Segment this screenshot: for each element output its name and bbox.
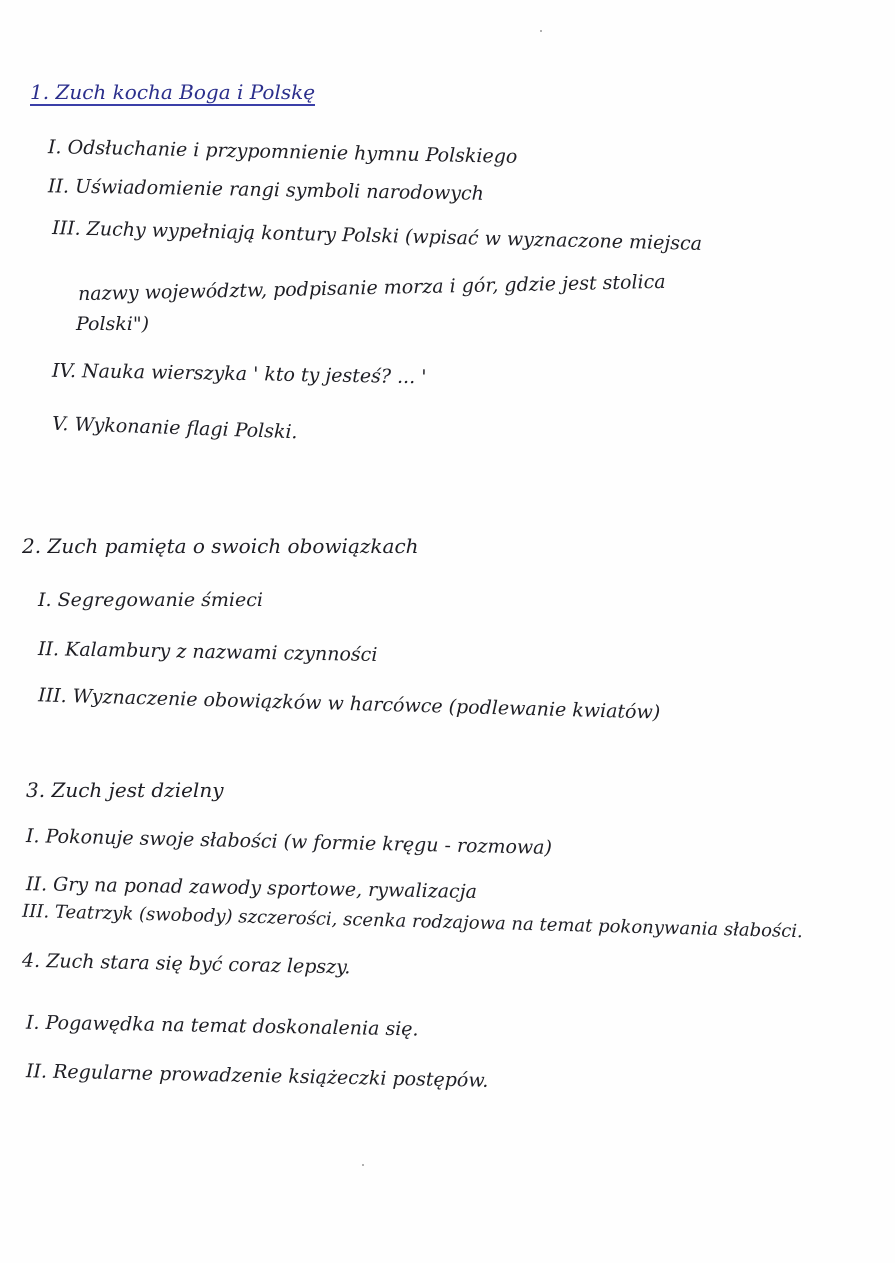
paper-speck [362,1164,364,1166]
paper-speck [540,30,542,32]
section-3-item-3: III. Teatrzyk (swobody) szczerości, scenka rodzajowa na temat pokonywania słabości. [21,900,804,943]
section-1-item-3-cont: nazwy województw, podpisanie morza i gór, gdzie jest stolica [77,270,666,306]
section-3-item-2: II. Gry na ponad zawody sportowe, rywalizacja [25,873,478,903]
section-1-item-1: I. Odsłuchanie i przypomnienie hymnu Polskiego [47,136,518,168]
section-1-item-2: II. Uświadomienie rangi symboli narodowych [47,175,485,205]
section-4-item-2: II. Regularne prowadzenie książeczki postępów. [25,1060,489,1092]
section-3-item-1: I. Pokonuje swoje słabości (w formie kręgu - rozmowa) [25,825,553,859]
section-2-item-2: II. Kalambury z nazwami czynności [37,638,378,666]
section-1-heading-text: 1. Zuch kocha Boga i Polskę [30,80,316,104]
section-1-item-3-end: Polski") [76,313,150,335]
section-4-heading: 4. Zuch stara się być coraz lepszy. [21,949,351,979]
section-2-item-3: III. Wyznaczenie obowiązków w harcówce (podlewanie kwiatów) [37,684,661,724]
section-4-item-1: I. Pogawędka na temat doskonalenia się. [25,1011,419,1041]
section-1-item-3: III. Zuchy wypełniają kontury Polski (wpisać w wyznaczone miejsca [51,217,703,255]
section-1-heading [30,80,315,104]
section-2-heading: 2. Zuch pamięta o swoich obowiązkach [22,534,419,558]
section-3-heading: 3. Zuch jest dzielny [26,778,224,802]
section-1-item-4: IV. Nauka wierszyka ' kto ty jesteś? ... ' [51,359,427,389]
section-2-item-1: I. Segregowanie śmieci [38,589,263,611]
section-1-item-5: V. Wykonanie flagi Polski. [51,412,298,444]
